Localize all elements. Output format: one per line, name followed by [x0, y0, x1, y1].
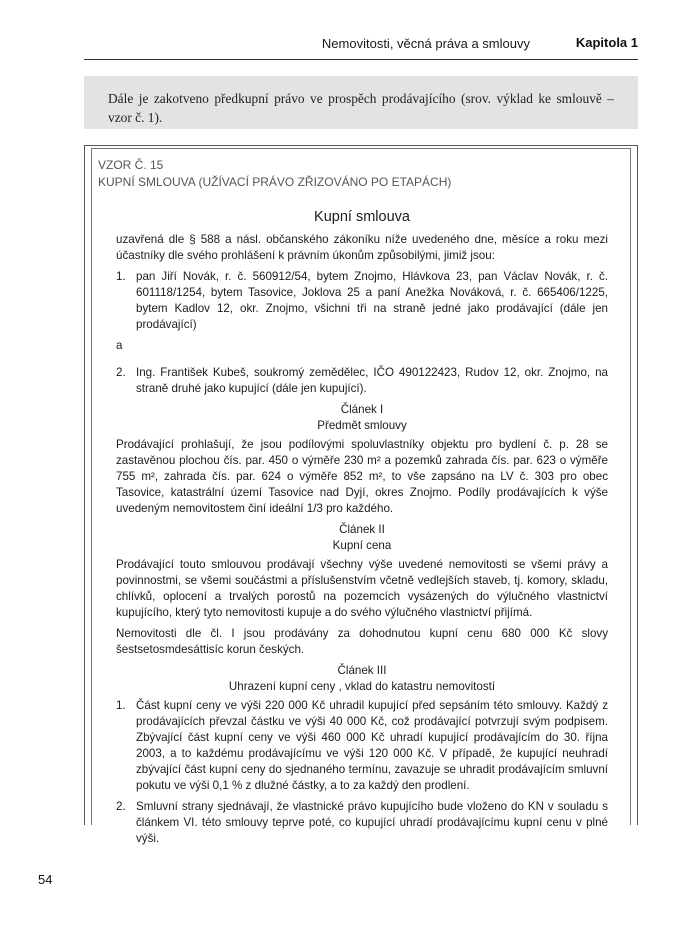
article-text: Prodávající prohlašují, že jsou podílovými spoluvlastníky objektu pro bydlení č. p. 28 se zastavěnou plochou čís. par. 450 o výměře 230 m² a pozemků zahrada čís. par. 623 o výměře 755 m², zahrada čís. par. 624 o výměře 852 m², to vše zapsáno na LV č. 303 pro obec Tasovice, katastrální území Tasovice nad Dyjí, okres Znojmo. Podíly prodávajících k výše uvedeným nemovitostem činí ideální 1/3 pro každého. [116, 438, 608, 515]
party-item [116, 365, 608, 397]
intro-note: Dále je zakotveno předkupní právo ve prospěch prodávajícího (srov. výklad ke smlouvě – vzor č. 1). [84, 76, 638, 129]
contract-body [116, 208, 608, 852]
party-text: Ing. František Kubeš, soukromý zemědělec, IČO 490122423, Rudov 12, okr. Znojmo, na straně druhé jako kupující (dále jen kupující). [136, 366, 608, 395]
party-number: 2. [116, 366, 126, 379]
contract-title: Kupní smlouva [314, 209, 410, 225]
article-heading: Článek I [340, 403, 384, 416]
list-item [116, 799, 608, 847]
form-title: KUPNÍ SMLOUVA (UŽÍVACÍ PRÁVO ZŘIZOVÁNO PO ETAPÁCH) [98, 175, 452, 189]
article-heading: Článek III [337, 664, 387, 677]
preamble: uzavřená dle § 588 a násl. občanského zákoníku níže uvedeného dne, měsíce a roku mezi účastníky dle svého prohlášení k právním úkonům způsobilými, jimiž jsou: [116, 233, 608, 262]
article-subheading: Uhrazení kupní ceny , vklad do katastru nemovitostí [228, 680, 496, 693]
article-subheading: Kupní cena [332, 539, 392, 552]
article-heading: Článek II [339, 523, 385, 536]
article-text: Nemovitosti dle čl. I jsou prodávány za dohodnutou kupní cenu 680 000 Kč slovy šestsetosmdesáttisíc korun českých. [116, 627, 608, 656]
article-subheading: Předmět smlouvy [317, 419, 407, 432]
header-chapter: Kapitola 1 [575, 35, 638, 50]
list-text: Část kupní ceny ve výši 220 000 Kč uhradil kupující před sepsáním této smlouvy. Každý z prodávajících převzal částku ve výši 40 000 Kč, což prodávající potvrzují svým podpisem. Zbývající část kupní ceny ve výši 460 000 Kč uhradí kupující prodávajícím do 30. října 2003, a to každému prodávajícímu ve výši 120 000 Kč. V případě, že kupující neuhradí zbývající část kupní ceny do sjednaného termínu, zavazuje se uhradit prodávajícím smluvní pokutu ve výši 0,1 % z dlužné částky, a to za každý den prodlení. [136, 699, 608, 792]
party-number: 1. [116, 270, 126, 283]
page-number: 54 [38, 872, 53, 887]
party-text: pan Jiří Novák, r. č. 560912/54, bytem Znojmo, Hlávkova 23, pan Václav Novák, r. č. 601118/1254, bytem Tasovice, Joklova 25 a paní Anežka Nováková, r. č. 665406/1225, bytem Kadlov 12, okr. Znojmo, všichni tři na straně jedné jako prodávající (dále jen prodávající) [136, 270, 608, 331]
conjunction: a [116, 339, 123, 352]
list-number: 1. [116, 699, 126, 712]
list-text: Smluvní strany sjednávají, že vlastnické právo kupujícího bude vloženo do KN v souladu s článkem VI. této smlouvy teprve poté, co kupující uhradí prodávajícímu kupní cenu v plné výši. [136, 800, 608, 845]
party-item [116, 269, 608, 333]
list-number: 2. [116, 800, 126, 813]
running-header [84, 30, 638, 56]
list-item [116, 698, 608, 794]
header-divider [84, 59, 638, 60]
article-text: Prodávající touto smlouvou prodávají všechny výše uvedené nemovitosti se všemi právy a povinnostmi, se všemi součástmi a příslušenstvím včetně vedlejších staveb, tj. komory, skladu, chlívků, oplocení a trvalých porostů na pozemcích vysázených do výlučného vlastnictví kupujícího, který tyto nemovitosti kupuje a do svého výlučného vlastnictví přijímá. [116, 558, 608, 619]
header-title: Nemovitosti, věcná práva a smlouvy [321, 36, 530, 51]
form-number: VZOR Č. 15 [98, 158, 164, 172]
